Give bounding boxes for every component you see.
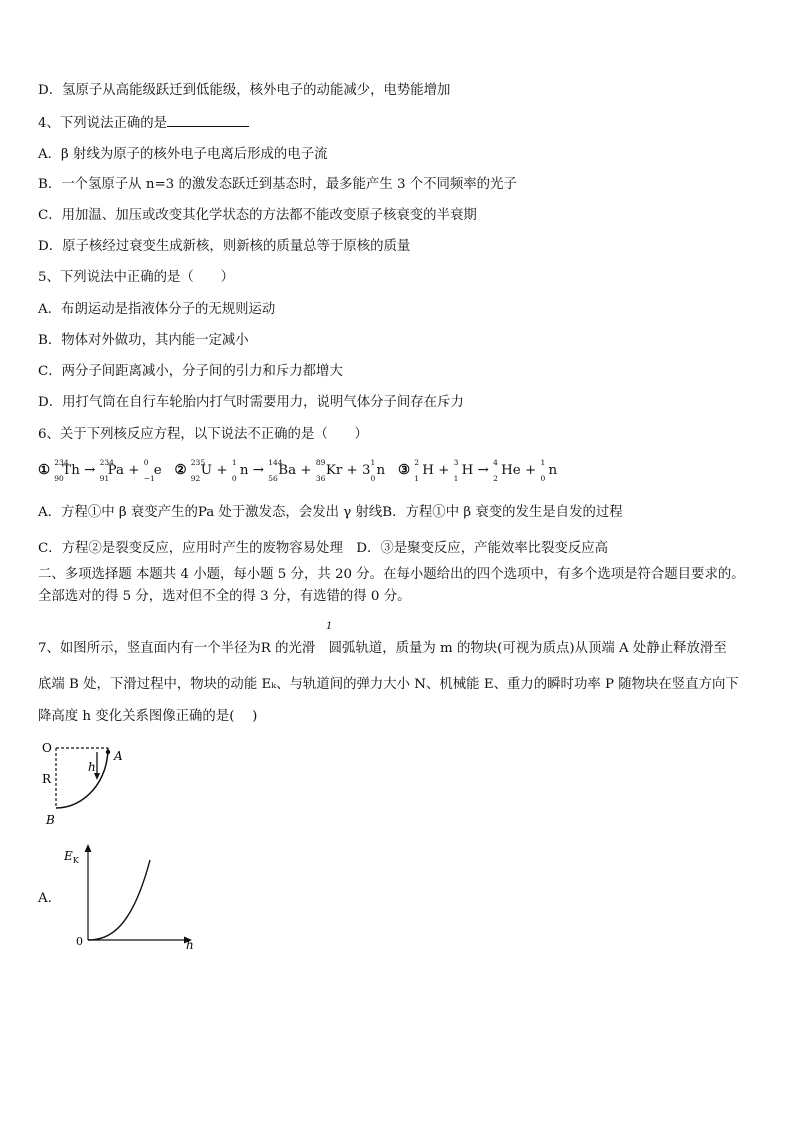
q7-line1: 7、如图所示，竖直面内有一个半径为R 的光滑 圆弧轨道，质量为 m 的物块(可视为质点)从顶端 A 处静止释放滑至 — [38, 641, 727, 656]
q4-option-c: C．用加温、加压或改变其化学状态的方法都不能改变原子核衰变的半衰期 — [38, 208, 477, 223]
section2-line1: 二、多项选择题 本题共 4 小题，每小题 5 分，共 20 分。在每小题给出的四个选项中，有多个选项是符合题目要求的。 — [38, 567, 745, 582]
nuclide-e: 0 −1 e — [143, 458, 162, 483]
nuclide-u: 235 92 U — [190, 458, 213, 483]
q4-stem-text: 4、下列说法正确的是 — [38, 116, 168, 131]
arc-track — [56, 748, 108, 808]
label-o: O — [42, 741, 52, 755]
nuclide-kr: 89 36 Kr — [315, 458, 343, 483]
eq1-label: ① — [38, 462, 51, 478]
graph-ek-h — [62, 842, 202, 952]
q7-line2: 底端 B 处，下滑过程中，物块的动能 Eₖ、与轨道间的弹力大小 N、机械能 E、重力的瞬时功率 P 随物块在竖直方向下 — [38, 677, 739, 692]
q6-options-ab: A．方程①中 β 衰变产生的Pa 处于激发态，会发出 γ 射线B．方程①中 β 衰变的发生是自发的过程 — [38, 505, 623, 520]
nuclide-he: 4 2 He — [493, 458, 521, 483]
track-diagram — [36, 740, 146, 830]
nuclide-h3: 3 1 H — [453, 458, 474, 483]
q3-option-d: D．氢原子从高能级跃迁到低能级，核外电子的动能减少，电势能增加 — [38, 83, 451, 98]
x-label: h — [186, 938, 194, 952]
q6-options-cd: C．方程②是裂变反应，应用时产生的废物容易处理 D．③是聚变反应，产能效率比裂变反应高 — [38, 541, 608, 556]
q5-stem: 5、下列说法中正确的是（ ） — [38, 270, 234, 285]
label-h: h — [88, 760, 96, 774]
nuclide-n2: 1 0 n — [540, 458, 558, 483]
q5-option-c: C．两分子间距离减小，分子间的引力和斥力都增大 — [38, 364, 343, 379]
q6-stem: 6、关于下列核反应方程，以下说法不正确的是（ ） — [38, 427, 368, 442]
eq3-label: ③ — [397, 462, 410, 478]
nuclide-n: 1 0 n — [231, 458, 249, 483]
q4-option-d: D．原子核经过衰变生成新核，则新核的质量总等于原核的质量 — [38, 239, 411, 254]
label-r: R — [42, 772, 52, 786]
nuclide-pa: 234 91 Pa — [99, 458, 125, 483]
q4-option-a: A．β 射线为原子的核外电子电离后形成的电子流 — [38, 147, 328, 162]
label-a: A — [114, 749, 123, 763]
fraction-numerator: 1 — [326, 621, 333, 632]
nuclide-3n: 1 0 n — [370, 458, 386, 483]
q7-option-a-label: A. — [38, 891, 52, 906]
fraction-quarter — [326, 622, 332, 632]
q6-equations: ① 234 90 Th → 234 91 Pa + 0 −1 e ② 235 92 U + 1 0 n → 144 56 Ba + 89 36 Kr + 3 1 0 n ③ 2 1 H + 3 1 H → 4 2 He + 1 0 n — [38, 458, 558, 483]
q7-line3: 降高度 h 变化关系图像正确的是( ) — [38, 709, 258, 724]
nuclide-th: 234 90 Th — [54, 458, 80, 483]
section2-line2: 全部选对的得 5 分，选对但不全的得 3 分，有选错的得 0 分。 — [38, 589, 411, 604]
q5-option-d: D．用打气筒在自行车轮胎内打气时需要用力，说明气体分子间存在斥力 — [38, 395, 464, 410]
y-label: $E_K$ — [64, 849, 79, 865]
q4-stem — [38, 114, 249, 133]
ek-curve — [88, 860, 150, 940]
answer-blank — [167, 114, 249, 127]
h-arrowhead — [94, 773, 100, 780]
origin-label: 0 — [76, 935, 83, 948]
eq2-label: ② — [174, 462, 187, 478]
q5-option-a: A．布朗运动是指液体分子的无规则运动 — [38, 302, 276, 317]
label-b: B — [46, 813, 55, 827]
block-point — [106, 750, 110, 754]
q4-option-b: B．一个氢原子从 n=3 的激发态跃迁到基态时，最多能产生 3 个不同频率的光子 — [38, 177, 517, 192]
nuclide-h2: 2 1 H — [414, 458, 434, 483]
nuclide-ba: 144 56 Ba — [268, 458, 297, 483]
q5-option-b: B．物体对外做功，其内能一定减小 — [38, 333, 249, 348]
y-arrowhead — [85, 844, 92, 852]
